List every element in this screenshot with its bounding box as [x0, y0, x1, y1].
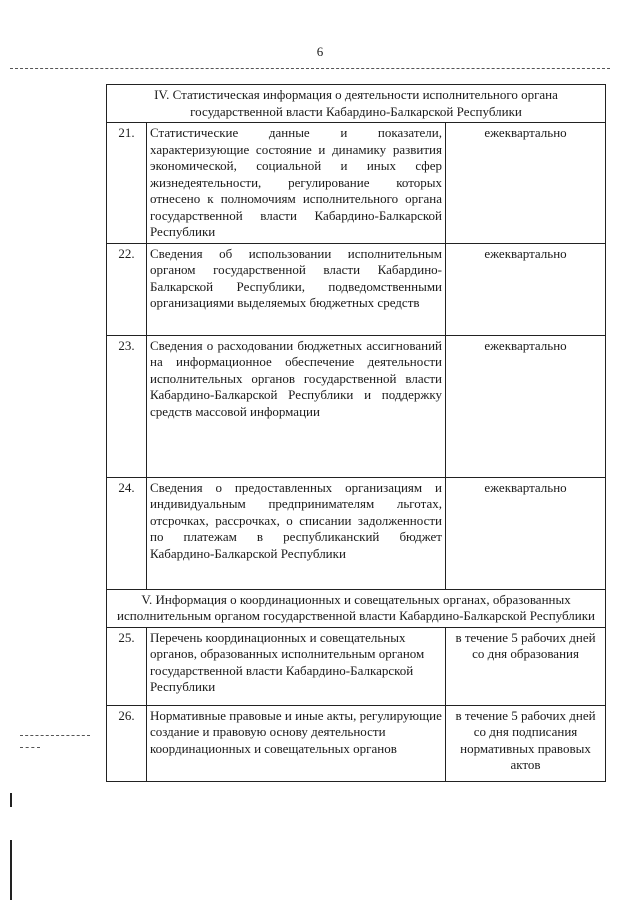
- row-description: Сведения о предоставленных организациям и индивидуальным предпринимателям льготах, отсрочках, рассрочках, о списании задолженности по платежам в республиканский бюджет Кабардино-Балкарской Республики: [147, 477, 446, 589]
- table-row: [107, 477, 606, 589]
- row-number: 26.: [107, 705, 147, 781]
- row-number: 21.: [107, 123, 147, 244]
- section-heading: V. Информация о координационных и совещательных органах, образованных исполнительным органом государственной власти Кабардино-Балкарской Республики: [107, 589, 606, 627]
- row-description: Нормативные правовые и иные акты, регулирующие создание и правовую основу деятельности координационных и совещательных органов: [147, 705, 446, 781]
- document-table: [106, 84, 606, 782]
- scan-artifact-margin-2: [10, 840, 12, 900]
- row-description: Перечень координационных и совещательных органов, образованных исполнительным органом государственной власти Кабардино-Балкарской Республики: [147, 627, 446, 705]
- table-row: [107, 243, 606, 335]
- row-number: 23.: [107, 335, 147, 477]
- row-period: ежеквартально: [446, 335, 606, 477]
- scan-artifact-margin-1: [10, 793, 12, 807]
- table-row: [107, 335, 606, 477]
- row-description: Сведения об использовании исполнительным органом государственной власти Кабардино-Балкарской Республики, подведомственными организациями выделяемых бюджетных средств: [147, 243, 446, 335]
- section-heading: IV. Статистическая информация о деятельности исполнительного органа государственной власти Кабардино-Балкарской Республики: [107, 85, 606, 123]
- row-number: 22.: [107, 243, 147, 335]
- row-description: Статистические данные и показатели, характеризующие состояние и динамику развития экономической, социальной и иных сфер жизнедеятельности, регулирование которых отнесено к полномочиям исполнительного органа государственной власти Кабардино-Балкарской Республики: [147, 123, 446, 244]
- row-period: ежеквартально: [446, 123, 606, 244]
- row-period: ежеквартально: [446, 477, 606, 589]
- table-row: [107, 705, 606, 781]
- table-row: [107, 627, 606, 705]
- row-number: 25.: [107, 627, 147, 705]
- section-heading-row: [107, 589, 606, 627]
- row-period: в течение 5 рабочих дней со дня образования: [446, 627, 606, 705]
- section-heading-row: [107, 85, 606, 123]
- page-number: 6: [316, 44, 324, 59]
- table-row: [107, 123, 606, 244]
- scan-artifact-top: [10, 68, 610, 69]
- scan-artifact-left-1: [20, 735, 90, 736]
- row-period: ежеквартально: [446, 243, 606, 335]
- row-description: Сведения о расходовании бюджетных ассигнований на информационное обеспечение деятельности исполнительных органов государственной власти Кабардино-Балкарской Республики и поддержку средств массовой информации: [147, 335, 446, 477]
- scan-artifact-left-2: [20, 747, 40, 748]
- row-number: 24.: [107, 477, 147, 589]
- row-period: в течение 5 рабочих дней со дня подписания нормативных правовых актов: [446, 705, 606, 781]
